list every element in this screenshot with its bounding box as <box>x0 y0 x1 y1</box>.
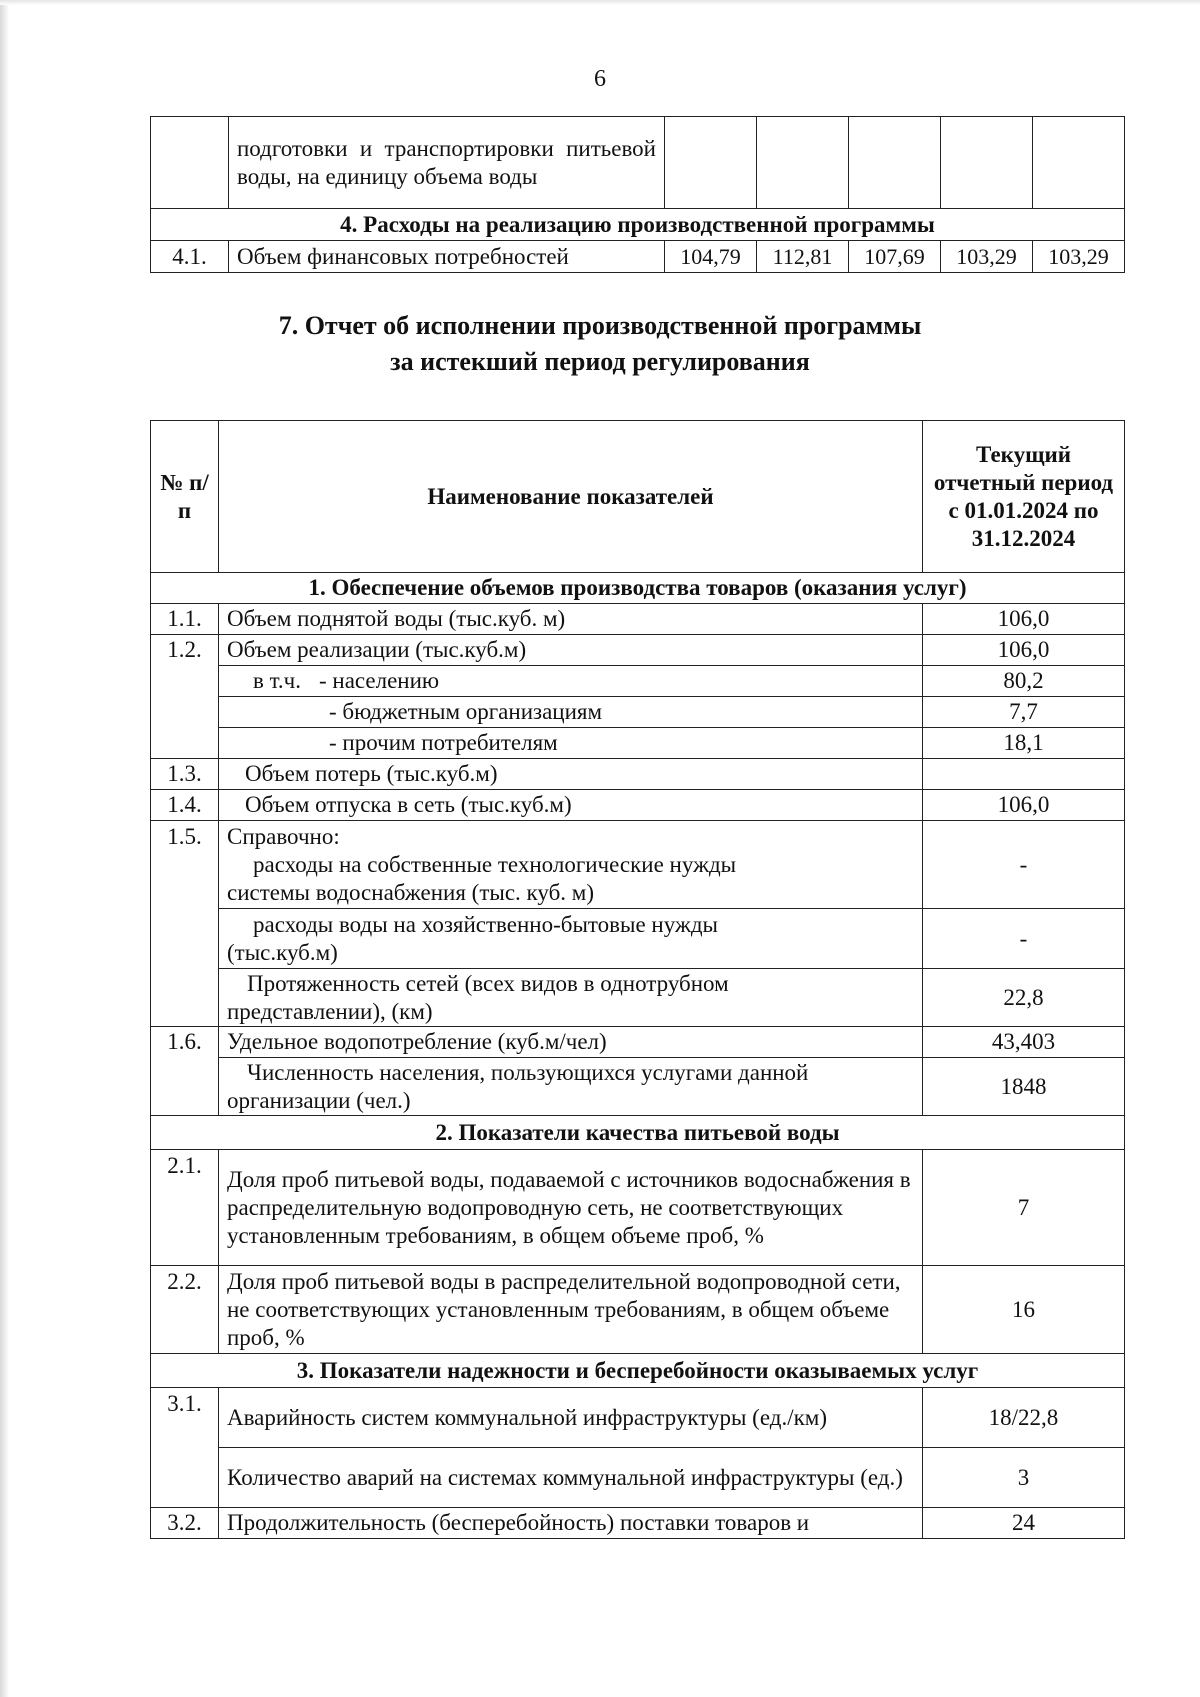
row-text-line: Протяженность сетей (всех видов в однотрубном <box>247 970 729 996</box>
table-row <box>151 1266 1125 1354</box>
row-text-line: представлении), (км) <box>227 998 433 1024</box>
row-name <box>219 666 923 697</box>
row-name <box>219 1058 923 1116</box>
row-value: 7,7 <box>923 697 1125 728</box>
value-cell: 104,79 <box>665 241 757 273</box>
row-number: 1.2. <box>151 635 219 666</box>
row-name: Объем потерь (тыс.куб.м) <box>219 759 923 790</box>
table-row <box>151 1508 1125 1539</box>
section-row <box>151 573 1125 604</box>
row-value: 22,8 <box>923 969 1125 1027</box>
row-value: 7 <box>923 1150 1125 1266</box>
row-number: 1.1. <box>151 604 219 635</box>
row-value: 18/22,8 <box>923 1388 1125 1448</box>
row-number: 3.1. <box>151 1388 219 1448</box>
row-name: Продолжительность (бесперебойность) поставки товаров и <box>219 1508 923 1539</box>
row-number: 3.2. <box>151 1508 219 1539</box>
row-text-line: (тыс.куб.м) <box>227 939 338 965</box>
production-program-table-continued <box>150 116 1125 273</box>
row-number: 1.3. <box>151 759 219 790</box>
scan-top-edge <box>0 0 1200 5</box>
row-value: - <box>923 821 1125 909</box>
section-2-title: 2. Показатели качества питьевой воды <box>151 1116 1125 1150</box>
reference-label: Справочно: <box>227 823 340 849</box>
value-cell: 103,29 <box>941 241 1033 273</box>
empty-cell <box>665 117 757 209</box>
table-row <box>151 604 1125 635</box>
row-text-line: расходы воды на хозяйственно-бытовые нужды <box>253 911 718 937</box>
row-value: 106,0 <box>923 604 1125 635</box>
row-number: 1.5. <box>151 821 219 909</box>
row-text-line: организации (чел.) <box>227 1087 411 1113</box>
row-text-line: расходы на собственные технологические нужды <box>253 851 737 877</box>
row-value: 24 <box>923 1508 1125 1539</box>
section-row <box>151 1354 1125 1388</box>
table-row <box>151 790 1125 821</box>
empty-cell <box>151 1448 219 1508</box>
row-name: Доля проб питьевой воды в распределительной водопроводной сети, не соответствующих установленным требованиям, в общем объеме проб, % <box>219 1266 923 1354</box>
value-cell: 103,29 <box>1033 241 1125 273</box>
page-number: 6 <box>594 66 606 92</box>
header-num: № п/п <box>151 421 219 573</box>
table-row <box>151 759 1125 790</box>
row-prefix: в т.ч. <box>253 668 301 693</box>
value-cell: 107,69 <box>849 241 941 273</box>
row-value: 80,2 <box>923 666 1125 697</box>
row-name: Доля проб питьевой воды, подаваемой с источников водоснабжения в распределительную водопроводную сеть, не соответствующих установленным требованиям, в общем объеме проб, % <box>219 1150 923 1266</box>
row-value: - <box>923 909 1125 969</box>
section-3-title: 3. Показатели надежности и бесперебойности оказываемых услуг <box>151 1354 1125 1388</box>
row-value <box>923 759 1125 790</box>
report-table <box>150 420 1125 1539</box>
row-name: - бюджетным организациям <box>219 697 923 728</box>
row-value: 106,0 <box>923 635 1125 666</box>
table-row <box>151 728 1125 759</box>
header-row <box>151 421 1125 573</box>
empty-cell <box>151 909 219 969</box>
section-7-title-line1: 7. Отчет об исполнении производственной программы <box>278 311 922 340</box>
row-name: Количество аварий на системах коммунальной инфраструктуры (ед.) <box>219 1448 923 1508</box>
table-row <box>151 1448 1125 1508</box>
table-row <box>151 666 1125 697</box>
value-cell: 112,81 <box>757 241 849 273</box>
row-name <box>219 821 923 909</box>
continuation-text: подготовки и транспортировки питьевой воды, на единицу объема воды <box>229 117 665 209</box>
row-value: 16 <box>923 1266 1125 1354</box>
row-name: Объем поднятой воды (тыс.куб. м) <box>219 604 923 635</box>
row-number: 1.6. <box>151 1027 219 1058</box>
row-name: Объем реализации (тыс.куб.м) <box>219 635 923 666</box>
row-value: 1848 <box>923 1058 1125 1116</box>
section-row <box>151 1116 1125 1150</box>
row-text-line: системы водоснабжения (тыс. куб. м) <box>227 879 594 905</box>
table-row <box>151 969 1125 1027</box>
section-7-title <box>0 308 1200 380</box>
table-row <box>151 909 1125 969</box>
row-text-line: Численность населения, пользующихся услугами данной <box>247 1059 809 1085</box>
section-row <box>151 209 1125 241</box>
table-row <box>151 117 1125 209</box>
table-row <box>151 697 1125 728</box>
table-row <box>151 1027 1125 1058</box>
row-value: 106,0 <box>923 790 1125 821</box>
empty-cell <box>151 969 219 1027</box>
row-value: 18,1 <box>923 728 1125 759</box>
row-name <box>219 909 923 969</box>
empty-cell <box>151 728 219 759</box>
row-subname: - населению <box>319 668 440 693</box>
empty-cell <box>151 117 229 209</box>
row-number: 2.1. <box>151 1150 219 1266</box>
row-number: 2.2. <box>151 1266 219 1354</box>
table-row <box>151 1388 1125 1448</box>
empty-cell <box>849 117 941 209</box>
section-1-title: 1. Обеспечение объемов производства товаров (оказания услуг) <box>151 573 1125 604</box>
row-value: 43,403 <box>923 1027 1125 1058</box>
row-number: 1.4. <box>151 790 219 821</box>
row-name: Объем отпуска в сеть (тыс.куб.м) <box>219 790 923 821</box>
table-row <box>151 241 1125 273</box>
row-name: Объем финансовых потребностей <box>229 241 665 273</box>
table-row <box>151 1058 1125 1116</box>
scan-left-edge <box>0 0 9 1697</box>
header-name: Наименование показателей <box>219 421 923 573</box>
empty-cell <box>151 697 219 728</box>
table-row <box>151 821 1125 909</box>
empty-cell <box>1033 117 1125 209</box>
table-row <box>151 1150 1125 1266</box>
row-value: 3 <box>923 1448 1125 1508</box>
table-row <box>151 635 1125 666</box>
header-period: Текущий отчетный период с 01.01.2024 по 31.12.2024 <box>923 421 1125 573</box>
section-4-title: 4. Расходы на реализацию производственной программы <box>151 209 1125 241</box>
section-7-title-line2: за истекший период регулирования <box>390 347 810 376</box>
empty-cell <box>941 117 1033 209</box>
row-name: Удельное водопотребление (куб.м/чел) <box>219 1027 923 1058</box>
row-name <box>219 969 923 1027</box>
empty-cell <box>151 1058 219 1116</box>
empty-cell <box>757 117 849 209</box>
row-name: Аварийность систем коммунальной инфраструктуры (ед./км) <box>219 1388 923 1448</box>
row-number: 4.1. <box>151 241 229 273</box>
empty-cell <box>151 666 219 697</box>
row-name: - прочим потребителям <box>219 728 923 759</box>
